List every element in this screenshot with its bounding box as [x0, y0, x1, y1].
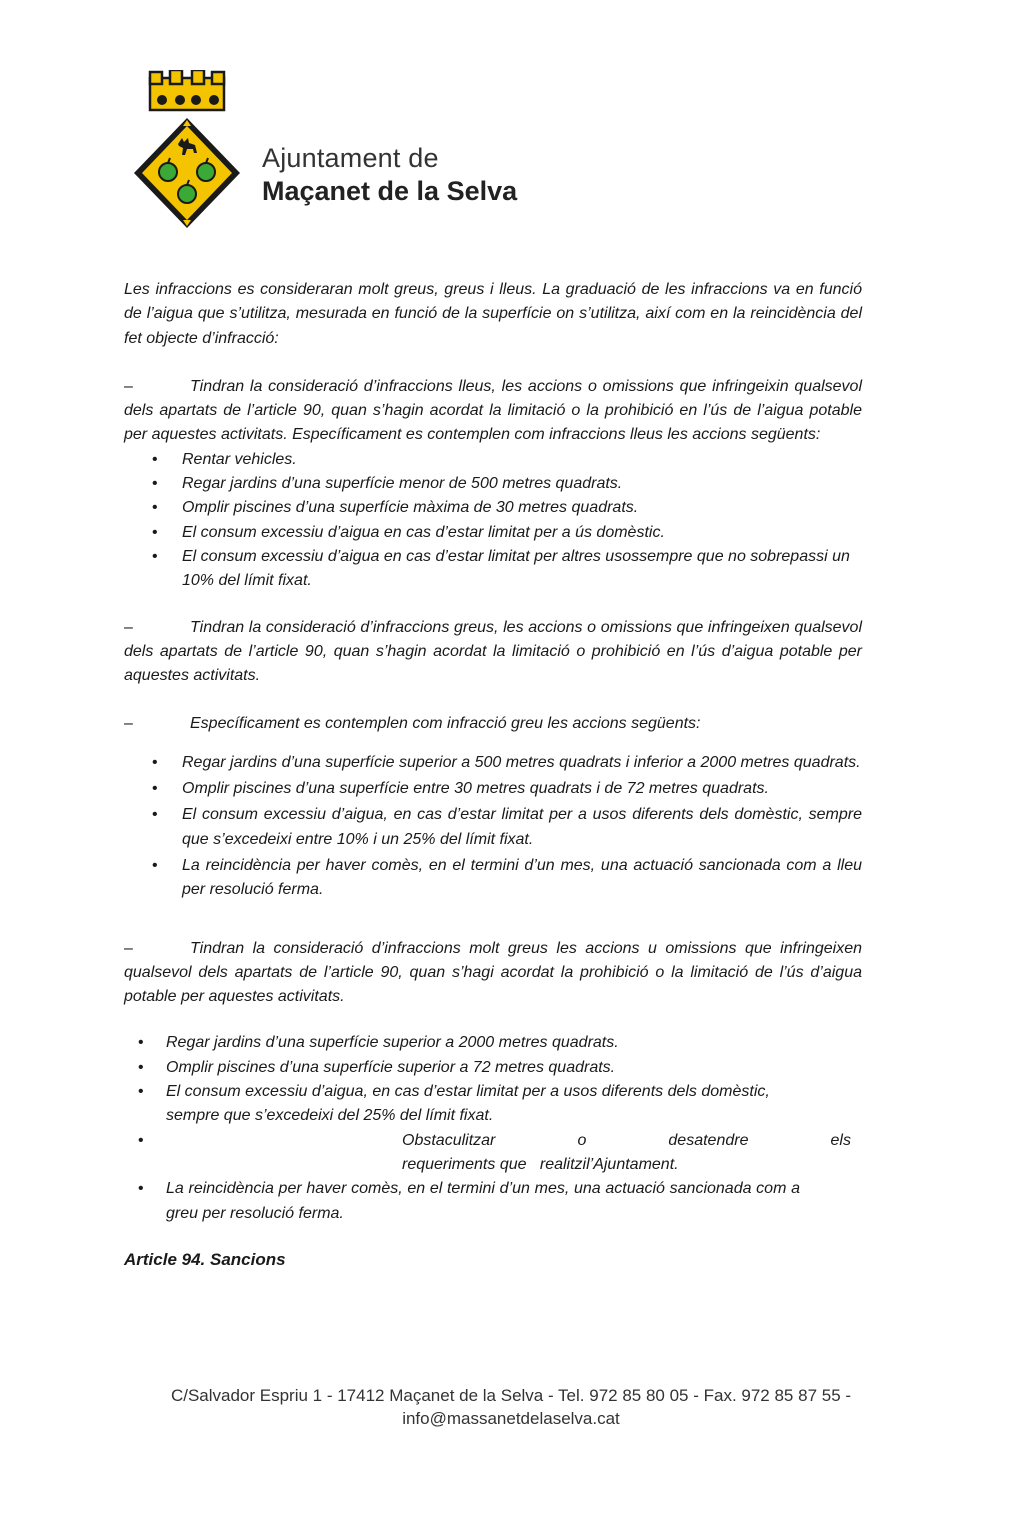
list-item: • El consum excessiu d’aigua, en cas d’estar limitat per a usos diferents dels domèstic, sempre que s’excedeixi del 25% del límit fixat. — [138, 1083, 770, 1125]
letterhead — [128, 70, 628, 230]
molt-greus-text: Tindran la consideració d’infraccions molt greus les accions u omissions que infringeixen qualsevol dels apartats de l’article 90, quan s’hagi acordat la prohibició o la limitació de l’ús d’aigua potable per aquestes activitats. — [124, 939, 862, 1006]
list-item: • Omplir piscines d’una superfície màxima de 30 metres quadrats. — [152, 499, 639, 517]
footer — [0, 1384, 1022, 1430]
dash-marker: – — [124, 715, 133, 733]
lleus-paragraph — [124, 375, 862, 448]
list-item: • Obstaculitzar o desatendre els requeriments que realitzil’Ajuntament. — [138, 1131, 851, 1173]
molt-greus-list — [124, 1031, 851, 1225]
greus-intro2-text: Específicament es contemplen com infracció greu les accions següents: — [190, 715, 701, 733]
greus-text: Tindran la consideració d’infraccions greus, les accions o omissions que infringeixen qualsevol dels apartats de l’article 90, quan s’hagin acordat la limitació o prohibició en l’ús d’aigua potable per aquestes activitats. — [124, 618, 862, 685]
list-item: • El consum excessiu d’aigua, en cas d’estar limitat per a usos diferents dels domèstic, sempre que s’excedeixi entre 10% i un 25% del límit fixat. — [152, 806, 862, 848]
greus-paragraph — [124, 616, 862, 689]
list-item: • Regar jardins d’una superfície superior a 500 metres quadrats i inferior a 2000 metres quadrats. — [152, 753, 861, 771]
list-item: • La reincidència per haver comès, en el termini d’un mes, una actuació sancionada com a lleu per resolució ferma. — [152, 856, 862, 899]
list-item: • Omplir piscines d’una superfície entre 30 metres quadrats i de 72 metres quadrats. — [152, 780, 769, 798]
municipal-coat-of-arms-icon — [128, 70, 246, 230]
list-item: • El consum excessiu d’aigua en cas d’estar limitat per a ús domèstic. — [152, 523, 665, 541]
org-name-line2: Maçanet de la Selva — [262, 176, 518, 206]
document-body — [124, 278, 862, 1272]
crown-icon — [150, 70, 224, 110]
list-item: • Rentar vehicles. — [152, 450, 297, 468]
dash-marker: – — [124, 618, 133, 636]
list-item: • Regar jardins d’una superfície menor de 500 metres quadrats. — [152, 475, 623, 493]
org-name-line1: Ajuntament de — [262, 143, 439, 173]
lleus-list — [124, 448, 862, 594]
footer-email: info@massanetdelaselva.cat — [402, 1409, 620, 1428]
list-item: • Regar jardins d’una superfície superior a 2000 metres quadrats. — [138, 1034, 619, 1052]
lleus-text: Tindran la consideració d’infraccions lleus, les accions o omissions que infringeixin qualsevol dels apartats de l’article 90, quan s’hagin acordat la limitació o la prohibició en l’ús de l’aigua potable per aquestes activitats. Específicament es contemplen com infraccions lleus les accions següents: — [124, 377, 862, 444]
greus-intro2-paragraph — [124, 712, 862, 736]
article-heading: Article 94. Sancions — [124, 1249, 286, 1269]
molt-greus-paragraph — [124, 937, 862, 1010]
organization-name — [262, 142, 517, 208]
dash-marker: – — [124, 939, 133, 957]
footer-address: C/Salvador Espriu 1 - 17412 Maçanet de la Selva - Tel. 972 85 80 05 - Fax. 972 85 87 55 - — [170, 1386, 852, 1405]
list-item: • El consum excessiu d’aigua en cas d’estar limitat per altres usossempre que no sobrepassi un 10% del límit fixat. — [152, 547, 850, 590]
dash-marker: – — [124, 377, 133, 395]
list-item: • La reincidència per haver comès, en el termini d’un mes, una actuació sancionada com a greu per resolució ferma. — [138, 1180, 800, 1222]
greus-list — [124, 751, 862, 903]
list-item: • Omplir piscines d’una superfície superior a 72 metres quadrats. — [138, 1058, 616, 1076]
intro-paragraph: Les infraccions es consideraran molt greus, greus i lleus. La graduació de les infraccions va en funció de l’aigua que s’utilitza, mesurada en funció de la superfície on s’utilitza, així com en la reincidència del fet objecte d’infracció: — [124, 281, 862, 347]
